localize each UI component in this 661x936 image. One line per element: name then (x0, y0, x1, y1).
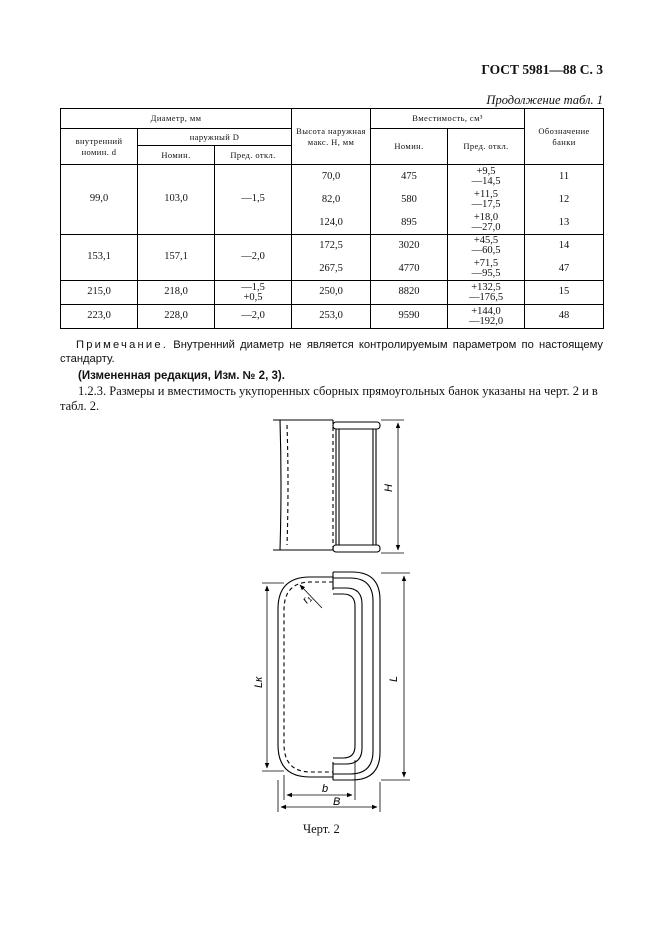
cell-inner: 153,1 (61, 235, 138, 281)
cell-height: 172,5 (292, 235, 371, 258)
tol-up: —1,5 (241, 281, 265, 293)
tol-up: +9,5 (476, 165, 496, 177)
header-outer-diameter: наружный D (138, 129, 292, 146)
tol-down: —95,5 (471, 267, 501, 279)
tol-down: —27,0 (471, 221, 501, 233)
tol-up: +18,0 (473, 211, 499, 223)
header-capacity-tolerance: Пред. откл. (448, 129, 525, 165)
label-r1: r₁ (300, 592, 314, 606)
header-outer-tolerance: Пред. откл. (215, 146, 292, 165)
label-L: L (388, 675, 400, 682)
cell-height: 70,0 (292, 165, 371, 189)
cell-height: 267,5 (292, 258, 371, 281)
cell-code: 48 (525, 305, 604, 329)
tol-down: —14,5 (471, 175, 501, 187)
cell-outer: 218,0 (138, 281, 215, 305)
tol-up: +11,5 (474, 189, 498, 200)
cell-capacity: 9590 (371, 305, 448, 329)
cell-code: 47 (525, 258, 604, 281)
cell-outer-tol: —1,5 (215, 165, 292, 235)
cell-code: 12 (525, 189, 604, 212)
cell-inner: 99,0 (61, 165, 138, 235)
top-view (262, 572, 410, 812)
header-capacity-nominal: Номин. (371, 129, 448, 165)
header-capacity: Вместимость, см³ (371, 109, 525, 129)
cell-code: 11 (525, 165, 604, 189)
tol-up: +71,5 (473, 257, 499, 269)
label-b: b (322, 783, 329, 795)
cell-outer: 103,0 (138, 165, 215, 235)
label-B: B (333, 796, 341, 808)
cell-outer: 157,1 (138, 235, 215, 281)
cell-capacity: 3020 (371, 235, 448, 258)
cell-height: 82,0 (292, 189, 371, 212)
page-header: ГОСТ 5981—88 С. 3 (481, 62, 603, 77)
label-Lk: Lк (253, 676, 265, 688)
header-outer-nominal: Номин. (138, 146, 215, 165)
tol-up: +45,5 (473, 235, 499, 247)
cell-height: 250,0 (292, 281, 371, 305)
cell-code: 15 (525, 281, 604, 305)
tol-down: —176,5 (468, 291, 504, 303)
cell-capacity: 4770 (371, 258, 448, 281)
header-inner-diameter: внутренний номин. d (61, 129, 138, 165)
cell-outer-tol: —2,0 (215, 305, 292, 329)
cell-capacity: 475 (371, 165, 448, 189)
cell-capacity: 8820 (371, 281, 448, 305)
tol-up: +144,0 (471, 305, 501, 317)
cell-capacity: 580 (371, 189, 448, 212)
tol-down: —17,5 (471, 199, 501, 210)
cell-height: 124,0 (292, 212, 371, 235)
header-designation: Обозначение банки (525, 109, 604, 165)
section-paragraph: 1.2.3. Размеры и вместимость укупоренных сборных прямоугольных банок указаны на черт. 2 и в табл. 2. (60, 384, 598, 413)
edit-note: (Измененная редакция, Изм. № 2, 3). (78, 370, 285, 382)
cell-inner: 223,0 (61, 305, 138, 329)
cell-capacity: 895 (371, 212, 448, 235)
cell-height: 253,0 (292, 305, 371, 329)
cell-outer: 228,0 (138, 305, 215, 329)
tol-down: —60,5 (471, 245, 501, 257)
cell-inner: 215,0 (61, 281, 138, 305)
tol-up: +132,5 (471, 281, 501, 293)
header-height: Высота наружная макс. H, мм (292, 109, 371, 165)
cell-code: 13 (525, 212, 604, 235)
tol-down: +0,5 (243, 291, 263, 303)
header-diameter: Диаметр, мм (61, 109, 292, 129)
note-label: Примечание. (76, 339, 169, 351)
label-H: H (383, 484, 395, 492)
tol-down: —192,0 (468, 315, 504, 327)
cell-code: 14 (525, 235, 604, 258)
note-text: Внутренний диаметр не является контролируемым параметром по настоящему стандарту. (60, 339, 603, 365)
cell-outer-tol: —2,0 (215, 235, 292, 281)
table-continuation-label: Продолжение табл. 1 (486, 93, 603, 107)
figure-caption: Черт. 2 (303, 822, 340, 836)
